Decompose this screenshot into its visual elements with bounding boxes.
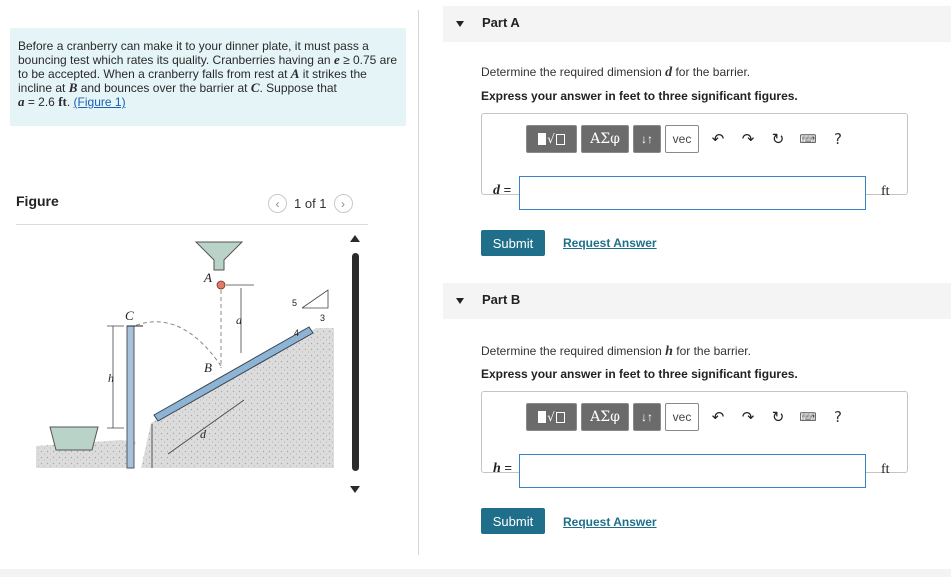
part-b-answer-box: [481, 391, 908, 477]
figure-separator: [16, 224, 368, 225]
math-b-point: B: [68, 80, 78, 95]
problem-text: = 2.6: [24, 95, 59, 109]
scroll-down-arrow[interactable]: [350, 486, 360, 493]
part-a-answer-box: [481, 113, 908, 199]
label-b-point: B: [204, 360, 212, 375]
templates-icon: [538, 411, 546, 423]
question-text: for the barrier.: [672, 65, 751, 79]
part-b-question: [481, 344, 751, 360]
greek-symbols-button[interactable]: ΑΣφ: [581, 403, 629, 431]
chevron-right-icon: ›: [341, 196, 346, 211]
help-icon[interactable]: ?: [834, 130, 842, 148]
vector-button[interactable]: vec: [665, 403, 699, 431]
keyboard-icon[interactable]: ⌨: [799, 132, 817, 146]
slope-triangle: [302, 290, 328, 308]
math-a-given: a: [18, 94, 25, 109]
prev-figure-button[interactable]: [268, 194, 287, 213]
part-a-question: [481, 65, 750, 81]
undo-icon[interactable]: ↶: [711, 130, 725, 148]
label-c-point: C: [125, 308, 134, 323]
part-b-unit: ft: [881, 462, 890, 477]
label-a-point: A: [204, 270, 212, 285]
problem-panel: [0, 0, 418, 577]
cranberry-dot: [217, 281, 225, 289]
part-a-var-label: [493, 182, 511, 199]
part-b-header[interactable]: [443, 283, 951, 319]
bottom-bar: [0, 569, 951, 577]
part-a-submit-button[interactable]: Submit: [481, 230, 545, 256]
given-unit: ft: [58, 94, 67, 109]
figure-link[interactable]: (Figure 1): [73, 95, 126, 109]
redo-icon[interactable]: ↷: [741, 408, 755, 426]
keyboard-icon[interactable]: ⌨: [799, 410, 817, 424]
part-b-submit-button[interactable]: Submit: [481, 508, 545, 534]
math-c-point: C: [250, 80, 260, 95]
part-b-var-label: [493, 460, 512, 477]
templates-icon: [538, 133, 546, 145]
sub-superscript-button[interactable]: ↓↑: [633, 125, 661, 153]
chevron-left-icon: ‹: [275, 196, 280, 211]
templates-icon: [556, 412, 565, 423]
vector-button[interactable]: vec: [665, 125, 699, 153]
math-e: e: [333, 52, 340, 67]
question-var: h: [665, 344, 673, 359]
problem-text: ≥ 0.75: [339, 53, 377, 67]
problem-text: it strikes the incline at: [18, 67, 367, 95]
part-b-instruction: Express your answer in feet to three significant figures.: [481, 367, 798, 381]
question-var: d: [665, 65, 673, 80]
funnel: [196, 242, 242, 270]
barrier-post: [127, 326, 134, 468]
label-slope-3: 3: [320, 313, 326, 323]
part-a-request-answer-link[interactable]: Request Answer: [563, 236, 657, 250]
problem-text: are to be accepted. When a cranberry falls from rest at: [18, 53, 398, 81]
figure-scrollbar[interactable]: [352, 253, 359, 471]
question-text: Determine the required dimension: [481, 344, 666, 358]
help-icon[interactable]: ?: [834, 408, 842, 426]
part-a-answer-input[interactable]: [519, 176, 866, 210]
label-a-dimension: a: [236, 313, 242, 327]
collection-bowl: [50, 427, 98, 450]
problem-text: . Suppose that: [259, 81, 337, 95]
problem-text: .: [66, 95, 74, 109]
undo-icon[interactable]: ↶: [711, 408, 725, 426]
figure-title: Figure: [16, 193, 59, 209]
problem-statement: [10, 28, 406, 126]
equals-sign: =: [500, 182, 512, 197]
part-b-answer-input[interactable]: [519, 454, 866, 488]
cranberry-figure: [16, 228, 346, 478]
reset-icon[interactable]: ↻: [771, 130, 785, 148]
caret-down-icon: [456, 298, 464, 304]
templates-icon: √: [547, 410, 555, 424]
problem-text: Before a cranberry can make it to your dinner plate, it must pass a bouncing test which rates its quality. Cranberries having an: [18, 39, 369, 67]
math-toolbar: [526, 403, 853, 431]
part-a-unit: ft: [881, 184, 890, 199]
part-b-request-answer-link[interactable]: Request Answer: [563, 515, 657, 529]
redo-icon[interactable]: ↷: [741, 130, 755, 148]
question-text: Determine the required dimension: [481, 65, 666, 79]
part-b-title: Part B: [482, 292, 521, 307]
templates-icon: [556, 134, 565, 145]
label-h-dimension: h: [108, 371, 114, 385]
part-a-instruction: Express your answer in feet to three significant figures.: [481, 89, 798, 103]
next-figure-button[interactable]: [334, 194, 353, 213]
greek-symbols-button[interactable]: ΑΣφ: [581, 125, 629, 153]
templates-button[interactable]: [526, 403, 577, 431]
math-toolbar: [526, 125, 853, 153]
equals-sign: =: [500, 460, 513, 475]
var-name: d: [493, 183, 500, 198]
var-name: h: [493, 461, 501, 476]
part-a-header[interactable]: [443, 6, 951, 42]
label-slope-4: 4: [294, 328, 300, 338]
caret-down-icon: [456, 21, 464, 27]
label-d-dimension: d: [200, 427, 206, 441]
label-slope-5: 5: [292, 298, 298, 308]
reset-icon[interactable]: ↻: [771, 408, 785, 426]
question-text: for the barrier.: [672, 344, 751, 358]
templates-button[interactable]: [526, 125, 577, 153]
sub-superscript-button[interactable]: ↓↑: [633, 403, 661, 431]
panel-divider: [418, 10, 419, 555]
scroll-up-arrow[interactable]: [350, 235, 360, 242]
part-a-title: Part A: [482, 15, 520, 30]
figure-pager: [268, 194, 353, 213]
problem-text: and bounces over the barrier at: [77, 81, 251, 95]
ground-right: [141, 328, 334, 468]
math-a-point: A: [290, 66, 300, 81]
figure-page-count: 1 of 1: [294, 196, 327, 211]
templates-icon: √: [547, 132, 555, 146]
